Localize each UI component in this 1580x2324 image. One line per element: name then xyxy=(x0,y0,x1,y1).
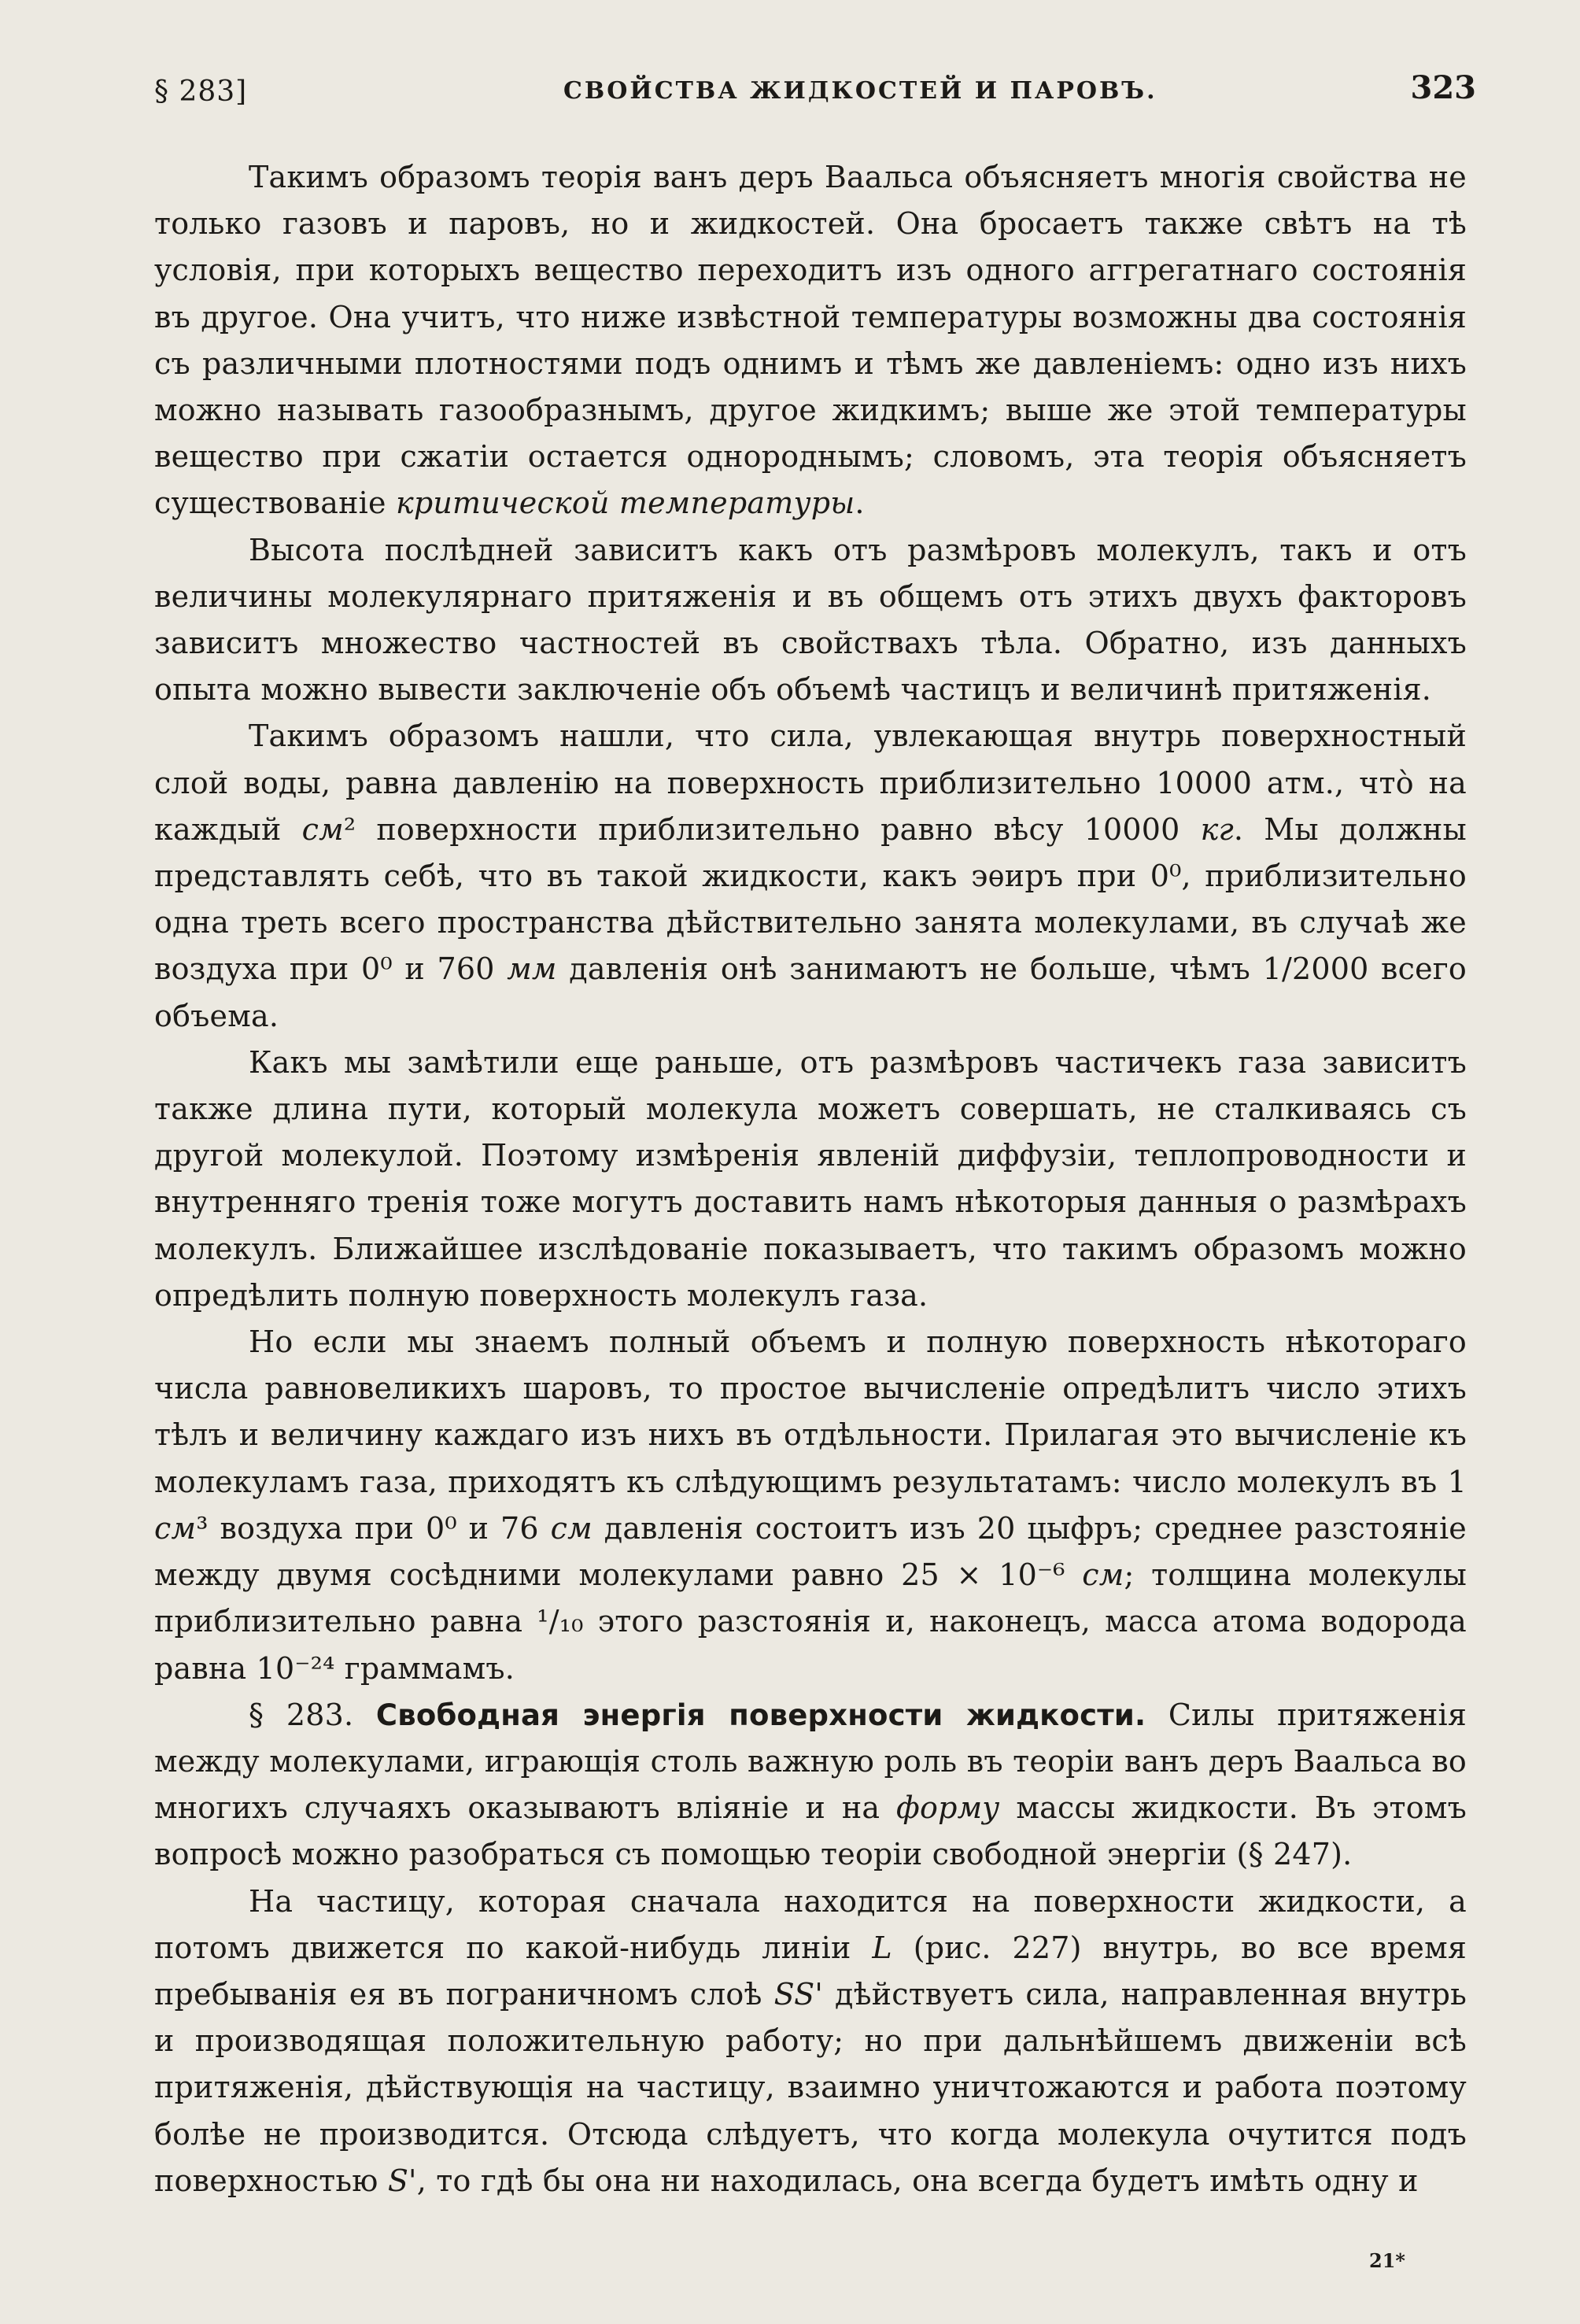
paragraph xyxy=(154,1040,1467,1319)
running-title: СВОЙСТВА ЖИДКОСТЕЙ И ПАРОВЪ. xyxy=(563,77,1157,105)
text-run: , то гдѣ бы она ни находилась, она всегда будетъ имѣть одну и xyxy=(416,2163,1419,2198)
text-run: . xyxy=(855,486,865,521)
printer-signature-mark: 21* xyxy=(1369,2249,1405,2272)
paragraph xyxy=(154,154,1467,527)
paragraph xyxy=(154,1879,1467,2204)
text-run: массы жидкости. Въ этомъ вопросѣ можно разобраться съ помощью теоріи свободной энергіи (§ 247). xyxy=(154,1790,1467,1872)
running-head xyxy=(154,69,1476,116)
text-run: ³ воздуха при 0⁰ и 76 xyxy=(196,1510,551,1546)
text-run: Но если мы знаемъ полный объемъ и полную поверхность нѣкотораго числа равновеликихъ шаровъ, то простое вычисленіе опредѣлитъ число этихъ тѣлъ и величину каждаго изъ нихъ въ отдѣльности. Прилагая это вычисленіе къ молекуламъ газа, приходятъ къ слѣдующимъ результатамъ: число молекулъ въ 1 xyxy=(154,1325,1467,1499)
italic-text: см xyxy=(301,811,344,847)
italic-text: см xyxy=(1082,1557,1124,1593)
paragraph xyxy=(154,713,1467,1039)
page-number: 323 xyxy=(1410,69,1476,106)
text-run: § 283. xyxy=(249,1697,376,1732)
italic-text: критической температуры xyxy=(395,486,855,521)
text-run: Такимъ образомъ теорія ванъ деръ Ваальса объясняетъ многія свойства не только газовъ и паровъ, но и жидкостей. Она бросаетъ также свѣтъ на тѣ условія, при которыхъ вещество переходитъ изъ одного аггрегатнаго состоянія въ другое. Она учитъ, что ниже извѣстной температуры возможны два состоянія съ различными плотностями подъ однимъ и тѣмъ же давленіемъ: одно изъ нихъ можно называть газообразнымъ, другое жидкимъ; выше же этой температуры вещество при сжатіи остается однороднымъ; словомъ, эта теорія объясняетъ существованіе xyxy=(154,160,1467,521)
italic-text: см xyxy=(550,1510,592,1546)
italic-text: S' xyxy=(387,2163,417,2198)
italic-text: мм xyxy=(507,951,557,987)
text-run: давленія состоитъ изъ 20 цыфръ; среднее разстояніе между двумя сосѣдними молекулами равно 25 × 10⁻⁶ xyxy=(154,1510,1467,1593)
text-run: дѣйствуетъ сила, направленная внутрь и производящая положительную работу; но при дальнѣйшемъ движеніи всѣ притяженія, дѣйствующія на частицу, взаимно уничтожаются и работа поэтому болѣе не производится. Отсюда слѣдуетъ, что когда молекула очутится подъ поверхностью xyxy=(154,1976,1467,2198)
text-run: Такимъ образомъ нашли, что сила, увлекающая внутрь поверхностный слой воды, равна давленію на поверхность приблизительно 10000 атм., что̀ на каждый xyxy=(154,719,1467,847)
text-run: ² поверхности приблизительно равно вѣсу 10000 xyxy=(343,811,1201,847)
italic-text: форму xyxy=(896,1790,1000,1826)
text-run: давленія онѣ занимаютъ не больше, чѣмъ 1/2000 всего объема. xyxy=(154,951,1467,1033)
italic-text: L xyxy=(872,1930,892,1965)
text-run: На частицу, которая сначала находится на поверхности жидкости, а потомъ движется по какой-нибудь линіи xyxy=(154,1883,1467,1965)
italic-text: см xyxy=(154,1510,197,1546)
paragraph xyxy=(154,1692,1467,1879)
paragraph xyxy=(154,1319,1467,1692)
section-title: Свободная энергія поверхности жидкости. xyxy=(375,1698,1146,1732)
body-text xyxy=(154,154,1467,2204)
text-run: Высота послѣдней зависитъ какъ отъ размѣровъ молекулъ, такъ и отъ величины молекулярнаго притяженія и въ общемъ отъ этихъ двухъ факторовъ зависитъ множество частностей въ свойствахъ тѣла. Обратно, изъ данныхъ опыта можно вывести заключеніе объ объемѣ частицъ и величинѣ притяженія. xyxy=(154,532,1467,708)
paragraph xyxy=(154,527,1467,714)
text-run: (рис. 227) внутрь, во все время пребыванія ея въ пограничномъ слоѣ xyxy=(154,1930,1467,2012)
italic-text: кг xyxy=(1200,811,1234,847)
text-run: Какъ мы замѣтили еще раньше, отъ размѣровъ частичекъ газа зависитъ также длина пути, который молекула можетъ совершать, не сталкиваясь съ другой молекулой. Поэтому измѣренія явленій диффузіи, теплопроводности и внутренняго тренія тоже могутъ доставить намъ нѣкоторыя данныя о размѣрахъ молекулъ. Ближайшее изслѣдованіе показываетъ, что такимъ образомъ можно опредѣлить полную поверхность молекулъ газа. xyxy=(154,1044,1467,1313)
text-run: Силы притяженія между молекулами, играющія столь важную роль въ теоріи ванъ деръ Ваальса во многихъ случаяхъ оказываютъ вліяніе и на xyxy=(154,1697,1467,1826)
text-run: ; толщина молекулы приблизительно равна ¹/₁₀ этого разстоянія и, наконецъ, масса атома водорода равна 10⁻²⁴ граммамъ. xyxy=(154,1557,1467,1686)
text-run: . Мы должны представлять себѣ, что въ такой жидкости, какъ эѳиръ при 0⁰, приблизительно одна треть всего пространства дѣйствительно занята молекулами, въ случаѣ же воздуха при 0⁰ и 760 xyxy=(154,811,1467,987)
italic-text: SS' xyxy=(773,1976,824,2012)
section-reference: § 283] xyxy=(154,76,248,108)
